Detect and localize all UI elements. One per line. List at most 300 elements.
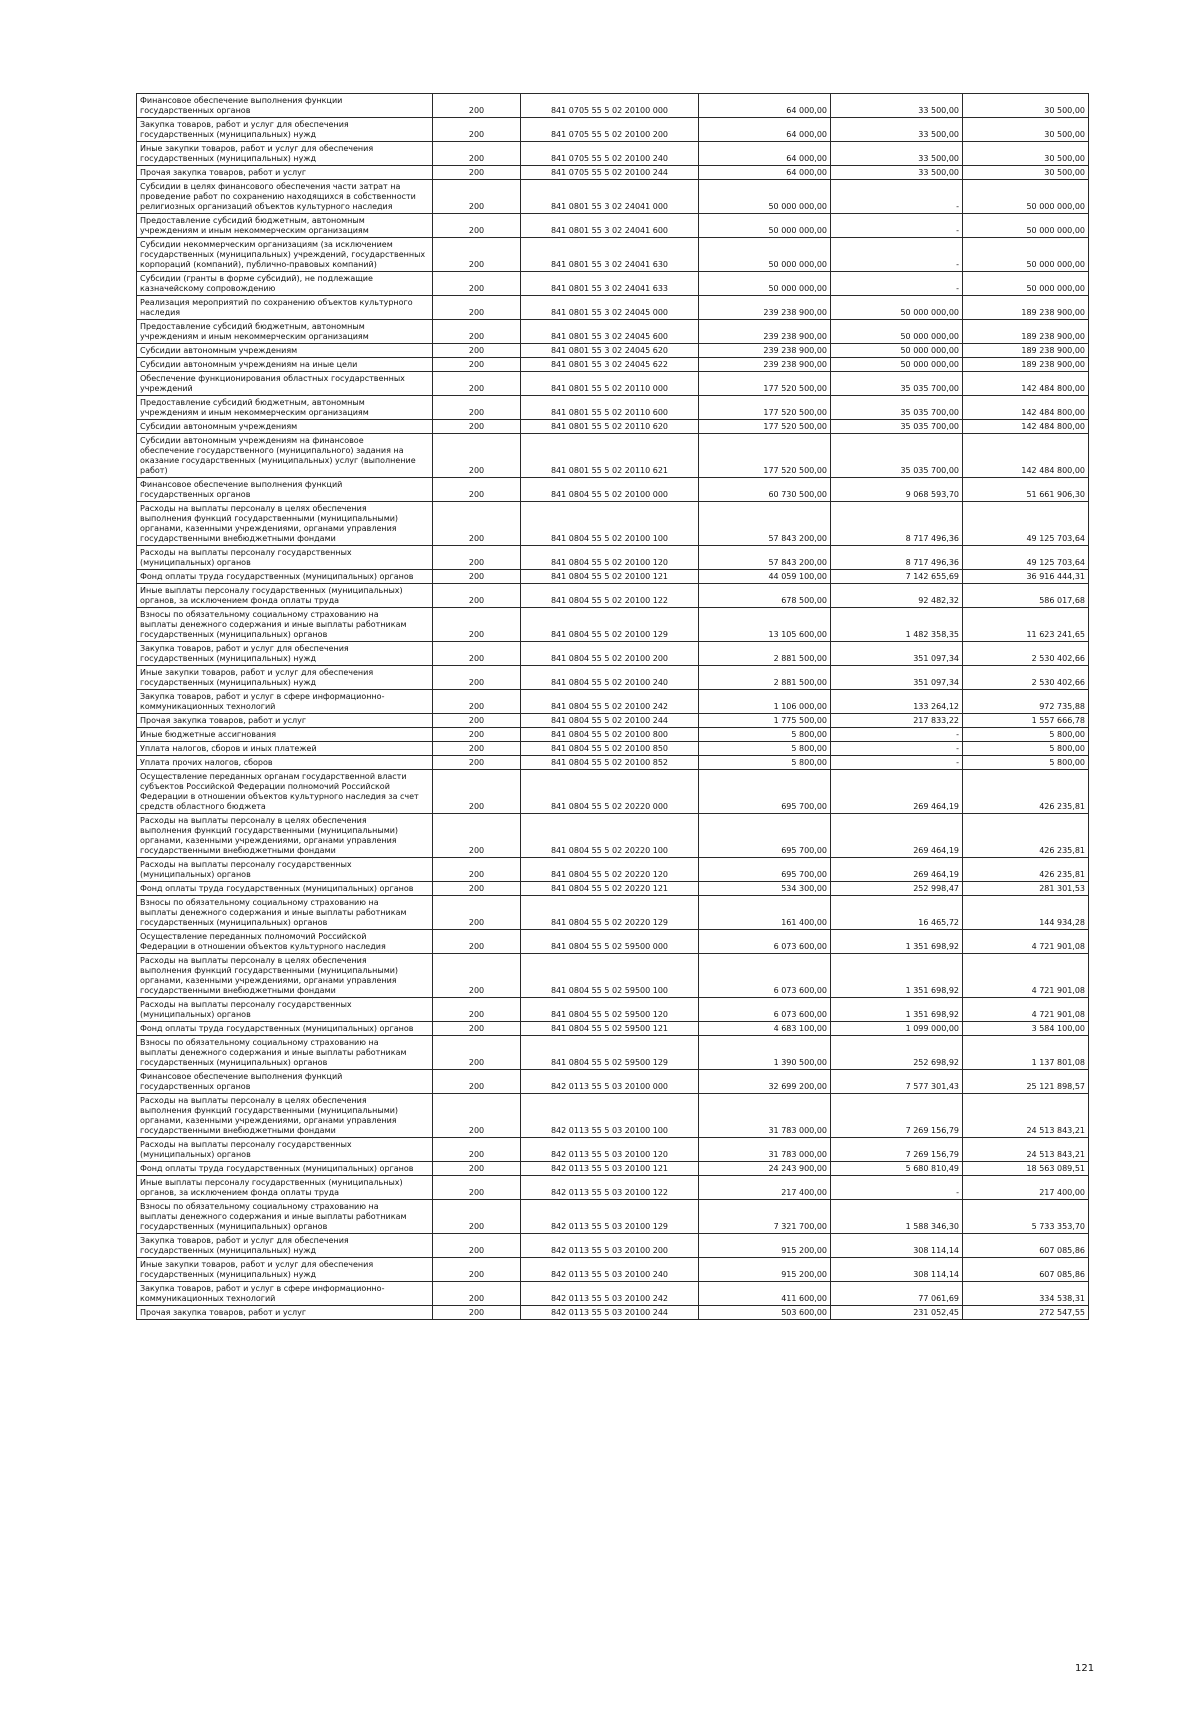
row-code-cell: 200	[433, 954, 521, 998]
row-remainder-amount-cell: 142 484 800,00	[963, 372, 1089, 396]
row-remainder-amount-cell: 217 400,00	[963, 1176, 1089, 1200]
row-code-cell: 200	[433, 742, 521, 756]
row-classification-code-cell: 841 0804 55 5 02 59500 129	[521, 1036, 699, 1070]
row-executed-amount-cell: 9 068 593,70	[831, 478, 963, 502]
table-row	[137, 1176, 1089, 1200]
row-approved-amount-cell: 6 073 600,00	[699, 998, 831, 1022]
row-executed-amount-cell: 7 269 156,79	[831, 1094, 963, 1138]
row-remainder-amount-cell: 1 137 801,08	[963, 1036, 1089, 1070]
row-executed-amount-cell: 8 717 496,36	[831, 502, 963, 546]
table-row	[137, 372, 1089, 396]
row-classification-code-cell: 841 0801 55 3 02 24045 000	[521, 296, 699, 320]
row-approved-amount-cell: 915 200,00	[699, 1258, 831, 1282]
row-approved-amount-cell: 678 500,00	[699, 584, 831, 608]
row-classification-code-cell: 841 0804 55 5 02 20100 242	[521, 690, 699, 714]
row-code-cell: 200	[433, 608, 521, 642]
row-code-cell: 200	[433, 1094, 521, 1138]
row-code-cell: 200	[433, 882, 521, 896]
row-code-cell: 200	[433, 814, 521, 858]
row-remainder-amount-cell: 272 547,55	[963, 1306, 1089, 1320]
row-name-cell: Обеспечение функционирования областных государственных учреждений	[137, 372, 433, 396]
row-name-cell: Расходы на выплаты персоналу в целях обеспечения выполнения функций государственными (муниципальными) органами, казенными учреждениями, органами управления государственными внебюджетными фондами	[137, 954, 433, 998]
row-name-cell: Расходы на выплаты персоналу государственных (муниципальных) органов	[137, 546, 433, 570]
row-classification-code-cell: 841 0804 55 5 02 20100 121	[521, 570, 699, 584]
row-remainder-amount-cell: 4 721 901,08	[963, 998, 1089, 1022]
row-executed-amount-cell: 8 717 496,36	[831, 546, 963, 570]
row-remainder-amount-cell: 50 000 000,00	[963, 214, 1089, 238]
table-row	[137, 1306, 1089, 1320]
row-code-cell: 200	[433, 570, 521, 584]
row-name-cell: Фонд оплаты труда государственных (муниципальных) органов	[137, 1162, 433, 1176]
row-executed-amount-cell: -	[831, 180, 963, 214]
row-executed-amount-cell: 33 500,00	[831, 94, 963, 118]
row-executed-amount-cell: -	[831, 214, 963, 238]
row-remainder-amount-cell: 426 235,81	[963, 770, 1089, 814]
row-approved-amount-cell: 217 400,00	[699, 1176, 831, 1200]
table-row	[137, 998, 1089, 1022]
row-executed-amount-cell: 7 577 301,43	[831, 1070, 963, 1094]
row-executed-amount-cell: 77 061,69	[831, 1282, 963, 1306]
row-name-cell: Расходы на выплаты персоналу в целях обеспечения выполнения функций государственными (муниципальными) органами, казенными учреждениями, органами управления государственными внебюджетными фондами	[137, 814, 433, 858]
row-name-cell: Фонд оплаты труда государственных (муниципальных) органов	[137, 1022, 433, 1036]
table-row	[137, 1094, 1089, 1138]
row-executed-amount-cell: 50 000 000,00	[831, 358, 963, 372]
table-row	[137, 714, 1089, 728]
table-row	[137, 570, 1089, 584]
row-code-cell: 200	[433, 642, 521, 666]
row-name-cell: Субсидии автономным учреждениям	[137, 420, 433, 434]
row-classification-code-cell: 841 0804 55 5 02 20220 000	[521, 770, 699, 814]
row-remainder-amount-cell: 50 000 000,00	[963, 238, 1089, 272]
row-remainder-amount-cell: 281 301,53	[963, 882, 1089, 896]
row-name-cell: Иные бюджетные ассигнования	[137, 728, 433, 742]
row-remainder-amount-cell: 426 235,81	[963, 858, 1089, 882]
row-executed-amount-cell: 351 097,34	[831, 642, 963, 666]
row-executed-amount-cell: 7 269 156,79	[831, 1138, 963, 1162]
row-classification-code-cell: 841 0801 55 5 02 20110 620	[521, 420, 699, 434]
row-name-cell: Реализация мероприятий по сохранению объектов культурного наследия	[137, 296, 433, 320]
row-approved-amount-cell: 239 238 900,00	[699, 296, 831, 320]
row-remainder-amount-cell: 24 513 843,21	[963, 1094, 1089, 1138]
table-row	[137, 434, 1089, 478]
row-name-cell: Закупка товаров, работ и услуг для обеспечения государственных (муниципальных) нужд	[137, 642, 433, 666]
row-executed-amount-cell: 1 351 698,92	[831, 930, 963, 954]
table-row	[137, 118, 1089, 142]
row-approved-amount-cell: 32 699 200,00	[699, 1070, 831, 1094]
row-code-cell: 200	[433, 238, 521, 272]
table-row	[137, 690, 1089, 714]
table-row	[137, 296, 1089, 320]
row-remainder-amount-cell: 2 530 402,66	[963, 666, 1089, 690]
row-code-cell: 200	[433, 320, 521, 344]
row-executed-amount-cell: 231 052,45	[831, 1306, 963, 1320]
row-remainder-amount-cell: 426 235,81	[963, 814, 1089, 858]
row-code-cell: 200	[433, 358, 521, 372]
row-remainder-amount-cell: 586 017,68	[963, 584, 1089, 608]
row-code-cell: 200	[433, 1138, 521, 1162]
row-name-cell: Уплата налогов, сборов и иных платежей	[137, 742, 433, 756]
row-remainder-amount-cell: 5 733 353,70	[963, 1200, 1089, 1234]
row-name-cell: Взносы по обязательному социальному страхованию на выплаты денежного содержания и иные выплаты работникам государственных (муниципальных) органов	[137, 1200, 433, 1234]
row-remainder-amount-cell: 142 484 800,00	[963, 420, 1089, 434]
row-name-cell: Субсидии автономным учреждениям на финансовое обеспечение государственного (муниципального) задания на оказание государственных (муниципальных) услуг (выполнение работ)	[137, 434, 433, 478]
row-classification-code-cell: 841 0804 55 5 02 20220 100	[521, 814, 699, 858]
row-executed-amount-cell: -	[831, 756, 963, 770]
row-name-cell: Субсидии в целях финансового обеспечения части затрат на проведение работ по сохранению находящихся в собственности религиозных организаций объектов культурного наследия	[137, 180, 433, 214]
row-executed-amount-cell: 33 500,00	[831, 142, 963, 166]
row-executed-amount-cell: 308 114,14	[831, 1258, 963, 1282]
row-remainder-amount-cell: 49 125 703,64	[963, 546, 1089, 570]
table-row	[137, 584, 1089, 608]
row-classification-code-cell: 841 0804 55 5 02 20220 129	[521, 896, 699, 930]
table-row	[137, 396, 1089, 420]
row-classification-code-cell: 841 0804 55 5 02 20100 100	[521, 502, 699, 546]
row-remainder-amount-cell: 24 513 843,21	[963, 1138, 1089, 1162]
row-approved-amount-cell: 7 321 700,00	[699, 1200, 831, 1234]
row-executed-amount-cell: 269 464,19	[831, 814, 963, 858]
table-row	[137, 1258, 1089, 1282]
table-row	[137, 94, 1089, 118]
row-code-cell: 200	[433, 666, 521, 690]
table-row	[137, 954, 1089, 998]
table-row	[137, 1234, 1089, 1258]
row-approved-amount-cell: 177 520 500,00	[699, 396, 831, 420]
row-approved-amount-cell: 64 000,00	[699, 166, 831, 180]
row-executed-amount-cell: 35 035 700,00	[831, 434, 963, 478]
table-row	[137, 214, 1089, 238]
row-approved-amount-cell: 64 000,00	[699, 94, 831, 118]
row-approved-amount-cell: 64 000,00	[699, 142, 831, 166]
row-classification-code-cell: 841 0804 55 5 02 20100 244	[521, 714, 699, 728]
row-remainder-amount-cell: 3 584 100,00	[963, 1022, 1089, 1036]
row-name-cell: Закупка товаров, работ и услуг для обеспечения государственных (муниципальных) нужд	[137, 118, 433, 142]
row-classification-code-cell: 841 0801 55 3 02 24041 633	[521, 272, 699, 296]
row-code-cell: 200	[433, 770, 521, 814]
row-approved-amount-cell: 31 783 000,00	[699, 1094, 831, 1138]
table-row	[137, 166, 1089, 180]
table-row	[137, 320, 1089, 344]
row-executed-amount-cell: 33 500,00	[831, 118, 963, 142]
row-remainder-amount-cell: 25 121 898,57	[963, 1070, 1089, 1094]
row-remainder-amount-cell: 607 085,86	[963, 1234, 1089, 1258]
row-remainder-amount-cell: 4 721 901,08	[963, 954, 1089, 998]
row-code-cell: 200	[433, 1258, 521, 1282]
row-code-cell: 200	[433, 1176, 521, 1200]
row-remainder-amount-cell: 30 500,00	[963, 142, 1089, 166]
row-classification-code-cell: 842 0113 55 5 03 20100 121	[521, 1162, 699, 1176]
row-code-cell: 200	[433, 998, 521, 1022]
table-row	[137, 358, 1089, 372]
row-name-cell: Закупка товаров, работ и услуг в сфере информационно- коммуникационных технологий	[137, 1282, 433, 1306]
row-approved-amount-cell: 50 000 000,00	[699, 238, 831, 272]
row-approved-amount-cell: 5 800,00	[699, 756, 831, 770]
row-remainder-amount-cell: 5 800,00	[963, 742, 1089, 756]
row-approved-amount-cell: 239 238 900,00	[699, 320, 831, 344]
budget-execution-table	[136, 93, 1089, 1320]
row-executed-amount-cell: -	[831, 728, 963, 742]
table-row	[137, 756, 1089, 770]
table-row	[137, 742, 1089, 756]
row-approved-amount-cell: 6 073 600,00	[699, 954, 831, 998]
row-executed-amount-cell: 1 351 698,92	[831, 954, 963, 998]
row-executed-amount-cell: 252 998,47	[831, 882, 963, 896]
row-code-cell: 200	[433, 142, 521, 166]
row-remainder-amount-cell: 2 530 402,66	[963, 642, 1089, 666]
row-remainder-amount-cell: 4 721 901,08	[963, 930, 1089, 954]
row-name-cell: Субсидии автономным учреждениям на иные цели	[137, 358, 433, 372]
row-classification-code-cell: 842 0113 55 5 03 20100 242	[521, 1282, 699, 1306]
row-name-cell: Расходы на выплаты персоналу государственных (муниципальных) органов	[137, 858, 433, 882]
row-approved-amount-cell: 161 400,00	[699, 896, 831, 930]
row-executed-amount-cell: -	[831, 1176, 963, 1200]
row-classification-code-cell: 842 0113 55 5 03 20100 000	[521, 1070, 699, 1094]
row-classification-code-cell: 841 0804 55 5 02 59500 120	[521, 998, 699, 1022]
row-approved-amount-cell: 64 000,00	[699, 118, 831, 142]
row-classification-code-cell: 841 0804 55 5 02 20220 121	[521, 882, 699, 896]
table-row	[137, 882, 1089, 896]
table-row	[137, 272, 1089, 296]
table-row	[137, 238, 1089, 272]
table-row	[137, 1200, 1089, 1234]
row-approved-amount-cell: 411 600,00	[699, 1282, 831, 1306]
row-executed-amount-cell: 92 482,32	[831, 584, 963, 608]
row-executed-amount-cell: 1 588 346,30	[831, 1200, 963, 1234]
row-name-cell: Взносы по обязательному социальному страхованию на выплаты денежного содержания и иные выплаты работникам государственных (муниципальных) органов	[137, 608, 433, 642]
row-code-cell: 200	[433, 728, 521, 742]
row-remainder-amount-cell: 18 563 089,51	[963, 1162, 1089, 1176]
row-code-cell: 200	[433, 396, 521, 420]
row-remainder-amount-cell: 142 484 800,00	[963, 434, 1089, 478]
row-executed-amount-cell: 1 351 698,92	[831, 998, 963, 1022]
row-remainder-amount-cell: 144 934,28	[963, 896, 1089, 930]
row-name-cell: Субсидии (гранты в форме субсидий), не подлежащие казначейскому сопровождению	[137, 272, 433, 296]
table-row	[137, 1036, 1089, 1070]
row-executed-amount-cell: 35 035 700,00	[831, 396, 963, 420]
row-executed-amount-cell: 50 000 000,00	[831, 296, 963, 320]
table-row	[137, 896, 1089, 930]
row-remainder-amount-cell: 189 238 900,00	[963, 358, 1089, 372]
row-name-cell: Фонд оплаты труда государственных (муниципальных) органов	[137, 570, 433, 584]
row-executed-amount-cell: 50 000 000,00	[831, 344, 963, 358]
table-row	[137, 814, 1089, 858]
row-code-cell: 200	[433, 1282, 521, 1306]
row-approved-amount-cell: 1 775 500,00	[699, 714, 831, 728]
row-approved-amount-cell: 6 073 600,00	[699, 930, 831, 954]
row-classification-code-cell: 842 0113 55 5 03 20100 240	[521, 1258, 699, 1282]
row-code-cell: 200	[433, 930, 521, 954]
row-executed-amount-cell: -	[831, 742, 963, 756]
row-name-cell: Иные закупки товаров, работ и услуг для обеспечения государственных (муниципальных) нужд	[137, 1258, 433, 1282]
page-number: 121	[1075, 1663, 1095, 1674]
row-remainder-amount-cell: 49 125 703,64	[963, 502, 1089, 546]
row-classification-code-cell: 841 0705 55 5 02 20100 240	[521, 142, 699, 166]
row-name-cell: Субсидии некоммерческим организациям (за исключением государственных (муниципальных) учреждений, государственных корпораций (компаний), публично-правовых компаний)	[137, 238, 433, 272]
row-classification-code-cell: 842 0113 55 5 03 20100 200	[521, 1234, 699, 1258]
row-classification-code-cell: 841 0804 55 5 02 20100 200	[521, 642, 699, 666]
row-code-cell: 200	[433, 478, 521, 502]
row-code-cell: 200	[433, 502, 521, 546]
table-row	[137, 858, 1089, 882]
row-classification-code-cell: 841 0705 55 5 02 20100 200	[521, 118, 699, 142]
row-executed-amount-cell: 1 099 000,00	[831, 1022, 963, 1036]
row-approved-amount-cell: 4 683 100,00	[699, 1022, 831, 1036]
row-approved-amount-cell: 177 520 500,00	[699, 420, 831, 434]
table-body	[137, 94, 1089, 1320]
row-remainder-amount-cell: 189 238 900,00	[963, 296, 1089, 320]
row-name-cell: Осуществление переданных полномочий Российской Федерации в отношении объектов культурного наследия	[137, 930, 433, 954]
row-name-cell: Финансовое обеспечение выполнения функции государственных органов	[137, 94, 433, 118]
row-code-cell: 200	[433, 546, 521, 570]
row-code-cell: 200	[433, 858, 521, 882]
row-classification-code-cell: 842 0113 55 5 03 20100 120	[521, 1138, 699, 1162]
row-approved-amount-cell: 695 700,00	[699, 770, 831, 814]
row-remainder-amount-cell: 142 484 800,00	[963, 396, 1089, 420]
row-classification-code-cell: 841 0804 55 5 02 20100 850	[521, 742, 699, 756]
row-code-cell: 200	[433, 1200, 521, 1234]
row-classification-code-cell: 842 0113 55 5 03 20100 122	[521, 1176, 699, 1200]
row-approved-amount-cell: 915 200,00	[699, 1234, 831, 1258]
row-classification-code-cell: 841 0804 55 5 02 59500 100	[521, 954, 699, 998]
row-approved-amount-cell: 50 000 000,00	[699, 272, 831, 296]
row-name-cell: Прочая закупка товаров, работ и услуг	[137, 166, 433, 180]
row-approved-amount-cell: 5 800,00	[699, 728, 831, 742]
table-row	[137, 1070, 1089, 1094]
table-row	[137, 1282, 1089, 1306]
row-name-cell: Расходы на выплаты персоналу в целях обеспечения выполнения функций государственными (муниципальными) органами, казенными учреждениями, органами управления государственными внебюджетными фондами	[137, 502, 433, 546]
row-remainder-amount-cell: 30 500,00	[963, 94, 1089, 118]
row-remainder-amount-cell: 5 800,00	[963, 728, 1089, 742]
table-row	[137, 142, 1089, 166]
row-code-cell: 200	[433, 118, 521, 142]
row-code-cell: 200	[433, 344, 521, 358]
row-executed-amount-cell: 269 464,19	[831, 770, 963, 814]
row-name-cell: Предоставление субсидий бюджетным, автономным учреждениям и иным некоммерческим организациям	[137, 214, 433, 238]
row-classification-code-cell: 841 0801 55 3 02 24045 600	[521, 320, 699, 344]
row-name-cell: Иные закупки товаров, работ и услуг для обеспечения государственных (муниципальных) нужд	[137, 666, 433, 690]
row-approved-amount-cell: 239 238 900,00	[699, 344, 831, 358]
row-approved-amount-cell: 177 520 500,00	[699, 372, 831, 396]
row-classification-code-cell: 842 0113 55 5 03 20100 129	[521, 1200, 699, 1234]
table-row	[137, 344, 1089, 358]
row-name-cell: Взносы по обязательному социальному страхованию на выплаты денежного содержания и иные выплаты работникам государственных (муниципальных) органов	[137, 1036, 433, 1070]
row-approved-amount-cell: 2 881 500,00	[699, 666, 831, 690]
row-name-cell: Предоставление субсидий бюджетным, автономным учреждениям и иным некоммерческим организациям	[137, 320, 433, 344]
row-executed-amount-cell: 1 482 358,35	[831, 608, 963, 642]
row-executed-amount-cell: 133 264,12	[831, 690, 963, 714]
row-approved-amount-cell: 31 783 000,00	[699, 1138, 831, 1162]
row-code-cell: 200	[433, 1070, 521, 1094]
row-approved-amount-cell: 5 800,00	[699, 742, 831, 756]
row-approved-amount-cell: 1 106 000,00	[699, 690, 831, 714]
row-approved-amount-cell: 24 243 900,00	[699, 1162, 831, 1176]
table-row	[137, 666, 1089, 690]
row-executed-amount-cell: 35 035 700,00	[831, 420, 963, 434]
row-executed-amount-cell: 269 464,19	[831, 858, 963, 882]
row-remainder-amount-cell: 972 735,88	[963, 690, 1089, 714]
row-approved-amount-cell: 177 520 500,00	[699, 434, 831, 478]
row-code-cell: 200	[433, 1036, 521, 1070]
row-classification-code-cell: 841 0801 55 3 02 24041 000	[521, 180, 699, 214]
row-name-cell: Закупка товаров, работ и услуг в сфере информационно- коммуникационных технологий	[137, 690, 433, 714]
row-remainder-amount-cell: 30 500,00	[963, 118, 1089, 142]
row-remainder-amount-cell: 5 800,00	[963, 756, 1089, 770]
row-name-cell: Фонд оплаты труда государственных (муниципальных) органов	[137, 882, 433, 896]
row-classification-code-cell: 842 0113 55 5 03 20100 244	[521, 1306, 699, 1320]
row-remainder-amount-cell: 1 557 666,78	[963, 714, 1089, 728]
row-executed-amount-cell: 33 500,00	[831, 166, 963, 180]
row-approved-amount-cell: 13 105 600,00	[699, 608, 831, 642]
row-remainder-amount-cell: 51 661 906,30	[963, 478, 1089, 502]
row-code-cell: 200	[433, 434, 521, 478]
row-classification-code-cell: 841 0804 55 5 02 59500 000	[521, 930, 699, 954]
row-executed-amount-cell: 35 035 700,00	[831, 372, 963, 396]
row-approved-amount-cell: 503 600,00	[699, 1306, 831, 1320]
row-classification-code-cell: 841 0804 55 5 02 20100 800	[521, 728, 699, 742]
row-code-cell: 200	[433, 690, 521, 714]
row-approved-amount-cell: 44 059 100,00	[699, 570, 831, 584]
row-approved-amount-cell: 239 238 900,00	[699, 358, 831, 372]
row-approved-amount-cell: 50 000 000,00	[699, 180, 831, 214]
table-row	[137, 930, 1089, 954]
table-row	[137, 728, 1089, 742]
row-name-cell: Взносы по обязательному социальному страхованию на выплаты денежного содержания и иные выплаты работникам государственных (муниципальных) органов	[137, 896, 433, 930]
table-row	[137, 1162, 1089, 1176]
table-row	[137, 502, 1089, 546]
row-name-cell: Финансовое обеспечение выполнения функций государственных органов	[137, 1070, 433, 1094]
row-remainder-amount-cell: 30 500,00	[963, 166, 1089, 180]
row-name-cell: Прочая закупка товаров, работ и услуг	[137, 1306, 433, 1320]
row-classification-code-cell: 841 0804 55 5 02 20100 122	[521, 584, 699, 608]
row-code-cell: 200	[433, 714, 521, 728]
row-approved-amount-cell: 534 300,00	[699, 882, 831, 896]
row-approved-amount-cell: 2 881 500,00	[699, 642, 831, 666]
row-classification-code-cell: 841 0804 55 5 02 20220 120	[521, 858, 699, 882]
row-approved-amount-cell: 695 700,00	[699, 814, 831, 858]
row-classification-code-cell: 841 0804 55 5 02 20100 852	[521, 756, 699, 770]
row-code-cell: 200	[433, 896, 521, 930]
row-executed-amount-cell: -	[831, 272, 963, 296]
row-name-cell: Осуществление переданных органам государственной власти субъектов Российской Федерации полномочий Российской Федерации в отношении объектов культурного наследия за счет средств областного бюджета	[137, 770, 433, 814]
row-classification-code-cell: 841 0801 55 5 02 20110 000	[521, 372, 699, 396]
row-executed-amount-cell: 252 698,92	[831, 1036, 963, 1070]
row-code-cell: 200	[433, 1234, 521, 1258]
row-code-cell: 200	[433, 1162, 521, 1176]
row-remainder-amount-cell: 189 238 900,00	[963, 344, 1089, 358]
row-classification-code-cell: 841 0804 55 5 02 20100 000	[521, 478, 699, 502]
row-name-cell: Уплата прочих налогов, сборов	[137, 756, 433, 770]
row-classification-code-cell: 841 0804 55 5 02 59500 121	[521, 1022, 699, 1036]
row-remainder-amount-cell: 189 238 900,00	[963, 320, 1089, 344]
row-executed-amount-cell: 351 097,34	[831, 666, 963, 690]
row-approved-amount-cell: 60 730 500,00	[699, 478, 831, 502]
row-approved-amount-cell: 57 843 200,00	[699, 546, 831, 570]
row-classification-code-cell: 841 0801 55 3 02 24041 630	[521, 238, 699, 272]
row-classification-code-cell: 841 0705 55 5 02 20100 244	[521, 166, 699, 180]
row-approved-amount-cell: 50 000 000,00	[699, 214, 831, 238]
row-code-cell: 200	[433, 584, 521, 608]
row-executed-amount-cell: 308 114,14	[831, 1234, 963, 1258]
table-row	[137, 642, 1089, 666]
row-approved-amount-cell: 57 843 200,00	[699, 502, 831, 546]
row-name-cell: Иные выплаты персоналу государственных (муниципальных) органов, за исключением фонда оплаты труда	[137, 584, 433, 608]
row-name-cell: Финансовое обеспечение выполнения функций государственных органов	[137, 478, 433, 502]
row-code-cell: 200	[433, 756, 521, 770]
row-code-cell: 200	[433, 214, 521, 238]
row-name-cell: Иные выплаты персоналу государственных (муниципальных) органов, за исключением фонда оплаты труда	[137, 1176, 433, 1200]
row-code-cell: 200	[433, 272, 521, 296]
row-remainder-amount-cell: 36 916 444,31	[963, 570, 1089, 584]
row-executed-amount-cell: 5 680 810,49	[831, 1162, 963, 1176]
